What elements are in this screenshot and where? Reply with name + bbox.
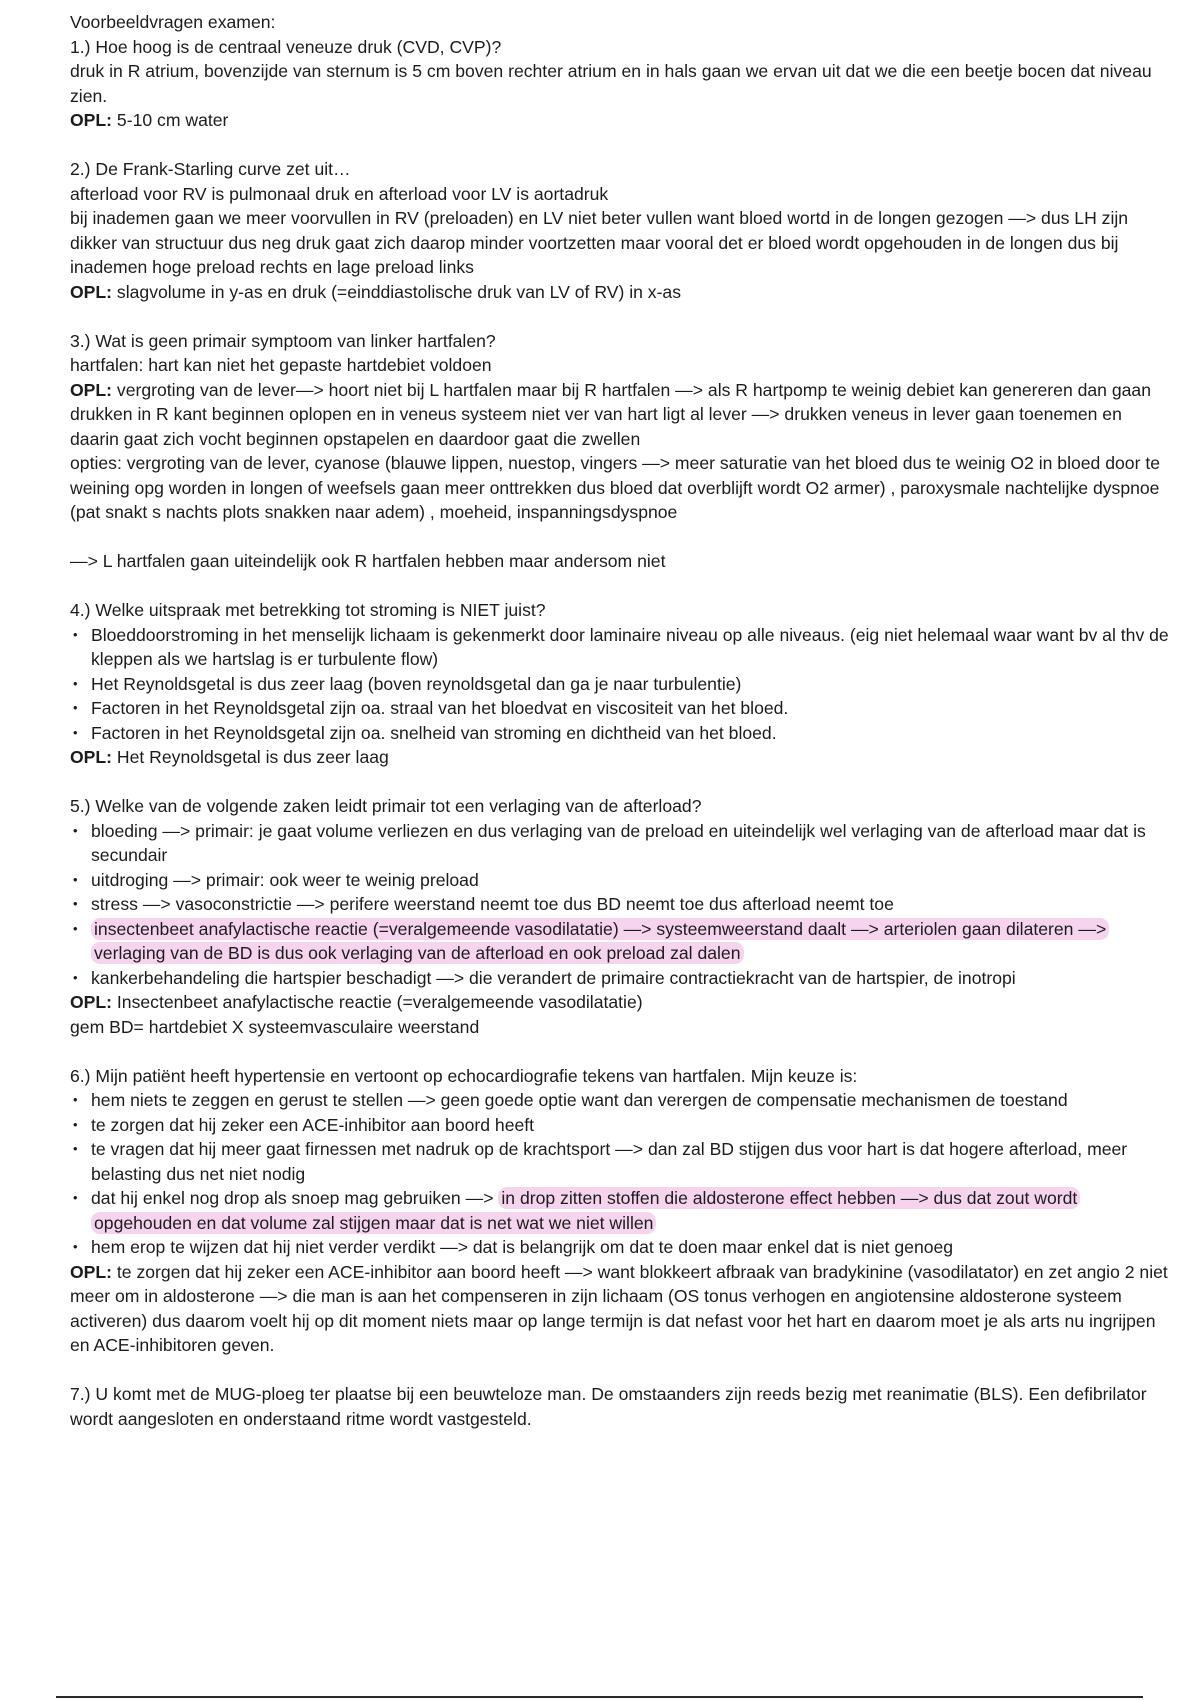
answer-text: Het Reynoldsgetal is dus zeer laag (112, 747, 389, 767)
page-title: Voorbeeldvragen examen: (70, 12, 276, 32)
list-item: • Factoren in het Reynoldsgetal zijn oa. snelheid van stroming en dichtheid van het bloed. (70, 721, 1170, 746)
list-item: • te zorgen dat hij zeker een ACE-inhibitor aan boord heeft (70, 1113, 1170, 1138)
question-1 (70, 35, 1170, 133)
list-item: • te vragen dat hij meer gaat firnessen met nadruk op de krachtsport —> dan zal BD stijgen dus voor hart is dat hogere afterload, meer belasting dus net niet nodig (70, 1137, 1170, 1186)
answer-label: OPL: (70, 281, 113, 302)
answer-label: OPL: (70, 110, 113, 130)
list-item: • Het Reynoldsgetal is dus zeer laag (boven reynoldsgetal dan ga je naar turbulentie) (70, 672, 1170, 697)
answer-line (70, 745, 1170, 770)
list-item: • kankerbehandeling die hartspier beschadigt —> die verandert de primaire contractiekracht van de hartspier, de inotropi (70, 966, 1170, 991)
highlighted-text: in drop zitten stoffen die aldosterone effect hebben —> dus dat zout wordt opgehouden en dat volume zal stijgen maar dat is net wat we niet willen (91, 1187, 1080, 1234)
question-text: 5.) Welke van de volgende zaken leidt primair tot een verlaging van de afterload? (70, 796, 702, 816)
answer-line (70, 280, 1170, 305)
list-item: • hem erop te wijzen dat hij niet verder verdikt —> dat is belangrijk om dat te doen maar enkel dat is niet genoeg (70, 1235, 1170, 1260)
answer-line (70, 1260, 1170, 1358)
question-2 (70, 157, 1170, 304)
list-item: • uitdroging —> primair: ook weer te weinig preload (70, 868, 1170, 893)
list-item: • bloeding —> primair: je gaat volume verliezen en dus verlaging van de preload en uiteindelijk wel verlaging van de afterload maar dat is secundair (70, 819, 1170, 868)
list-item-highlighted (70, 917, 1170, 966)
formula-text: gem BD= hartdebiet X systeemvasculaire weerstand (70, 1016, 480, 1037)
document-page (70, 10, 1170, 1456)
question-6 (70, 1064, 1170, 1358)
answer-label: OPL: (70, 747, 113, 767)
list-item-partial-highlight (70, 1186, 1170, 1235)
bottom-divider (56, 1696, 1143, 1698)
answer-line (70, 990, 1170, 1015)
highlighted-text: insectenbeet anafylactische reactie (=veralgemeende vasodilatatie) —> systeemweerstand daalt —> arteriolen gaan dilateren —> verlaging van de BD is dus ook verlaging van de afterload en ook preload zal dalen (91, 918, 1109, 965)
list-item: • Factoren in het Reynoldsgetal zijn oa. straal van het bloedvat en viscositeit van het bloed. (70, 696, 1170, 721)
question-text: 4.) Welke uitspraak met betrekking tot stroming is NIET juist? (70, 600, 546, 620)
question-5 (70, 794, 1170, 1039)
question-text: 7.) U komt met de MUG-ploeg ter plaatse bij een beuwteloze man. De omstaanders zijn reeds bezig met reanimatie (BLS). Een defibrilator wordt aangesloten en onderstaand ritme wordt vastgesteld. (70, 1384, 1147, 1429)
answer-text: Insectenbeet anafylactische reactie (=veralgemeende vasodilatatie) (112, 992, 643, 1012)
list-item: • hem niets te zeggen en gerust te stellen —> geen goede optie want dan verergen de compensatie mechanismen de toestand (70, 1088, 1170, 1113)
option-text: dat hij enkel nog drop als snoep mag gebruiken —> (91, 1188, 499, 1208)
question-text: 2.) De Frank-Starling curve zet uit… (70, 159, 351, 179)
list-item: • Bloeddoorstroming in het menselijk lichaam is gekenmerkt door laminaire niveau op alle niveaus. (eig niet helemaal waar want bv al thv de kleppen als we hartslag is er turbulente flow) (70, 623, 1170, 672)
list-item: • stress —> vasoconstrictie —> perifere weerstand neemt toe dus BD neemt toe dus afterload neemt toe (70, 892, 1170, 917)
conclusion-text: —> L hartfalen gaan uiteindelijk ook R hartfalen hebben maar andersom niet (70, 551, 666, 571)
question-7 (70, 1382, 1170, 1431)
answer-text: te zorgen dat hij zeker een ACE-inhibitor aan boord heeft —> want blokkeert afbraak van bradykinine (vasodilatator) en zet angio 2 niet meer om in aldosterone —> die man is aan het compenseren in zijn lichaam (OS tonus verhogen en angiotensine aldosterone systeem activeren) dus daarom voelt hij op dit moment niets maar op lange termijn is dat nefast voor het hart en daarom moet je als arts nu ingrijpen en ACE-inhibitoren geven. (70, 1261, 1168, 1355)
answer-text: 5-10 cm water (112, 110, 229, 130)
question-text: 6.) Mijn patiënt heeft hypertensie en vertoont op echocardiografie tekens van hartfalen. Mijn keuze is: (70, 1065, 858, 1086)
option-list (70, 1088, 1170, 1260)
explanation-text: druk in R atrium, bovenzijde van sternum is 5 cm boven rechter atrium en in hals gaan we ervan uit dat we die een beetje bocen dat niveau zien. (70, 61, 1152, 106)
explanation-text: afterload voor RV is pulmonaal druk en afterload voor LV is aortadruk (70, 183, 609, 204)
explanation-text: hartfalen: hart kan niet het gepaste hartdebiet voldoen (70, 355, 492, 375)
question-text: 1.) Hoe hoog is de centraal veneuze druk (CVD, CVP)? (70, 36, 502, 57)
explanation-text: bij inademen gaan we meer voorvullen in RV (preloaden) en LV niet beter vullen want bloed wortd in de longen gezogen —> dus LH zijn dikker van structuur dus neg druk gaat zich daarop minder voortzetten maar vooral det er bloed wordt opgehouden in de longen dus bij inademen hoge preload rechts en lage preload links (70, 208, 1129, 277)
answer-line (70, 108, 1170, 133)
conclusion-block (70, 549, 1170, 574)
option-list (70, 819, 1170, 991)
question-3 (70, 329, 1170, 525)
answer-label: OPL: (70, 1261, 113, 1282)
answer-line (70, 378, 1170, 452)
answer-text: slagvolume in y-as en druk (=einddiastolische druk van LV of RV) in x-as (112, 281, 682, 302)
options-text: opties: vergroting van de lever, cyanose (blauwe lippen, nuestop, vingers —> meer saturatie van het bloed dus te weinig O2 in bloed door te weining opg worden in longen of weefsels gaan meer onttrekken dus bloed dat overblijft wordt O2 armer) , paroxysmale nachtelijke dyspnoe (pat snakt s nachts plots snakken naar adem) , moeheid, inspanningsdyspnoe (70, 453, 1161, 522)
question-text: 3.) Wat is geen primair symptoom van linker hartfalen? (70, 330, 496, 351)
answer-label: OPL: (70, 379, 113, 400)
option-list (70, 623, 1170, 746)
answer-text: vergroting van de lever—> hoort niet bij L hartfalen maar bij R hartfalen —> als R hartpomp te weinig debiet kan genereren dan gaan drukken in R kant beginnen oplopen en in veneus systeem niet ver van hart ligt al lever —> drukken veneus in lever gaan toenemen en daarin gaat zich vocht beginnen opstapelen en daardoor gaat die zwellen (70, 379, 1151, 449)
answer-label: OPL: (70, 992, 113, 1012)
question-4 (70, 598, 1170, 770)
